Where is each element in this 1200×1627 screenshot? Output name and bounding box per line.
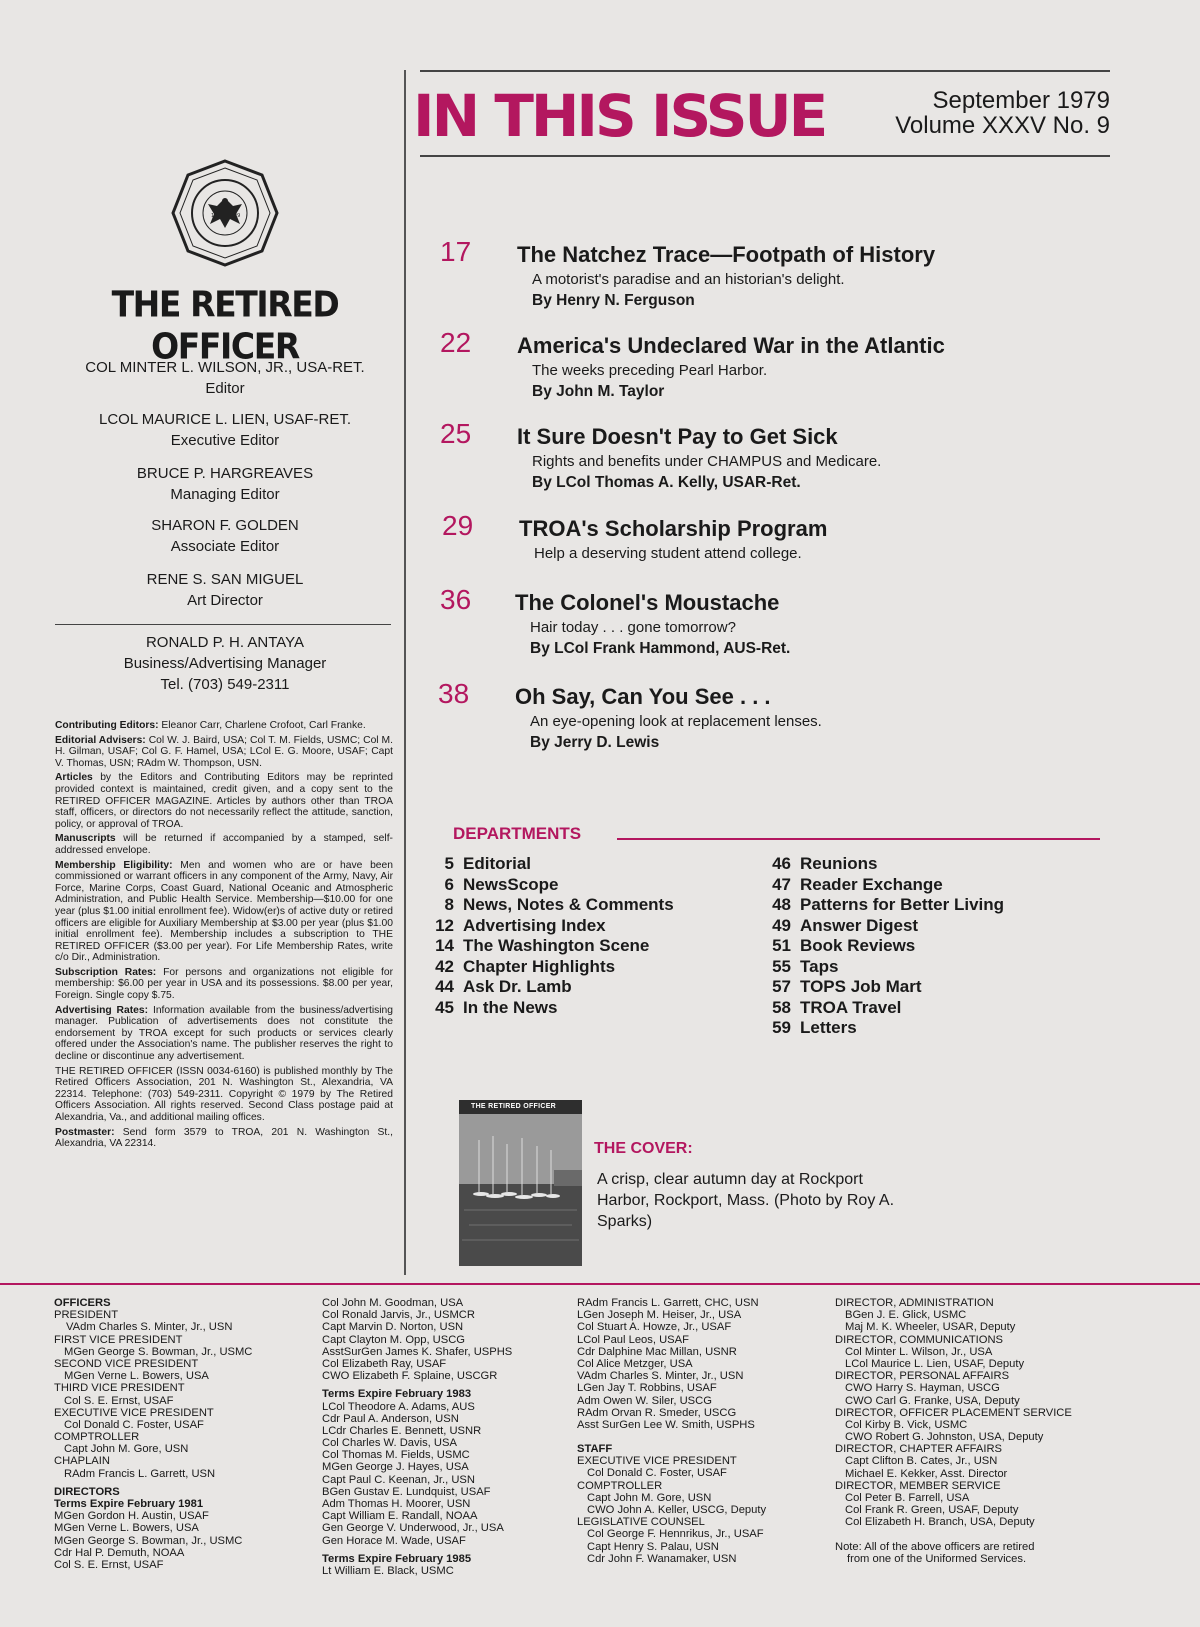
department-name: Reader Exchange [800, 874, 943, 894]
roster-line: CHAPLAIN [54, 1455, 110, 1468]
article-page-number: 38 [438, 678, 470, 709]
article-title[interactable]: America's Undeclared War in the Atlantic [517, 333, 945, 358]
article-title[interactable]: TROA's Scholarship Program [519, 516, 828, 541]
roster-line: Col Donald C. Foster, USAF [587, 1467, 727, 1480]
article-byline: By Henry N. Ferguson [532, 292, 695, 309]
article-byline: By John M. Taylor [532, 383, 665, 400]
roster-line: Col Elizabeth Ray, USAF [322, 1357, 447, 1370]
fine-print-paragraph [55, 1127, 393, 1150]
roster-line: FIRST VICE PRESIDENT [54, 1333, 183, 1346]
roster-line: AsstSurGen James K. Shafer, USPHS [322, 1345, 513, 1358]
header-bottom-rule [420, 155, 1110, 157]
fine-print-paragraph [55, 772, 393, 830]
fine-print-label: Articles [55, 772, 93, 784]
department-item[interactable] [757, 998, 1057, 1019]
department-name: TROA Travel [800, 997, 902, 1017]
roster-line: CWO Elizabeth F. Splaine, USCGR [322, 1370, 498, 1383]
department-page: 46 [772, 854, 791, 873]
roster-line: Note: All of the above officers are retired [835, 1540, 1035, 1553]
roster-line: DIRECTOR, CHAPTER AFFAIRS [835, 1443, 1003, 1456]
article-byline: By Jerry D. Lewis [530, 734, 660, 751]
roster-line: CWO Carl G. Franke, USA, Deputy [845, 1394, 1020, 1407]
fine-print-label: Contributing Editors: [55, 720, 159, 731]
fine-print-label: Subscription Rates: [55, 966, 157, 978]
roster-line: SECOND VICE PRESIDENT [54, 1357, 199, 1370]
roster-line: Capt Henry S. Palau, USN [587, 1540, 719, 1553]
svg-text:19: 19 [211, 213, 218, 219]
department-item[interactable] [757, 854, 1057, 875]
roster-line: Col George F. Hennrikus, Jr., USAF [587, 1528, 764, 1541]
header-top-rule [420, 70, 1110, 72]
fine-print-paragraph [55, 720, 393, 732]
roster-line: LCol Theodore A. Adams, AUS [322, 1400, 475, 1413]
article-subtitle: Hair today . . . gone tomorrow? [530, 619, 736, 636]
department-page: 51 [772, 936, 791, 955]
staff-name: RENE S. SAN MIGUEL [146, 571, 304, 588]
roster-line: LCdr Charles E. Bennett, USNR [322, 1424, 482, 1437]
department-name: Chapter Highlights [463, 956, 616, 976]
department-page: 42 [435, 956, 454, 976]
staff-name: BRUCE P. HARGREAVES [136, 465, 314, 482]
roster-column-staff [577, 1297, 766, 1565]
staff-role: Editor [205, 380, 245, 397]
fine-print-label: Manuscripts [55, 833, 116, 845]
roster-heading: Terms Expire February 1983 [322, 1388, 472, 1401]
roster-line: CWO John A. Keller, USCG, Deputy [587, 1504, 767, 1516]
roster-line: Capt Paul C. Keenan, Jr., USN [322, 1473, 475, 1486]
fine-print-label: Postmaster: [55, 1126, 115, 1138]
roster-line: VAdm Charles S. Minter, Jr., USN [66, 1321, 233, 1334]
fine-print-label: Advertising Rates: [55, 1004, 149, 1016]
roster-line: Maj M. K. Wheeler, USAR, Deputy [845, 1321, 1016, 1334]
department-item[interactable] [757, 916, 1057, 937]
roster-heading: OFFICERS [54, 1297, 111, 1309]
roster-line: MGen George J. Hayes, USA [322, 1461, 469, 1474]
roster-line: DIRECTOR, OFFICER PLACEMENT SERVICE [835, 1406, 1072, 1419]
department-item[interactable] [420, 895, 720, 916]
department-item[interactable] [757, 936, 1057, 957]
article-byline: By LCol Thomas A. Kelly, USAR-Ret. [532, 474, 801, 491]
department-name: In the News [463, 997, 558, 1017]
cover-photo [459, 1100, 582, 1266]
staff-role: Associate Editor [170, 538, 280, 555]
department-item[interactable] [757, 895, 1057, 916]
article-byline: By LCol Frank Hammond, AUS-Ret. [530, 640, 791, 657]
department-item[interactable] [420, 977, 720, 998]
masthead-title: THE RETIRED OFFICER [111, 282, 339, 368]
fine-print-label: Editorial Advisers: [55, 734, 146, 746]
cover-thumbnail[interactable] [459, 1100, 582, 1266]
roster-line: Col Donald C. Foster, USAF [64, 1418, 204, 1431]
department-item[interactable] [757, 1018, 1057, 1039]
department-item[interactable] [757, 875, 1057, 896]
article-subtitle: A motorist's paradise and an historian's delight. [532, 271, 845, 288]
roster-line: Lt William E. Black, USMC [322, 1564, 454, 1577]
fine-print-paragraph [55, 1005, 393, 1063]
roster-line: DIRECTOR, ADMINISTRATION [835, 1297, 994, 1309]
staff-role: Business/Advertising Manager [123, 655, 327, 672]
roster-line: CWO Harry S. Hayman, USCG [845, 1382, 1000, 1395]
departments-heading: DEPARTMENTS [453, 824, 582, 843]
article-subtitle: The weeks preceding Pearl Harbor. [532, 362, 768, 379]
article-page-number: 36 [440, 584, 472, 615]
department-name: News, Notes & Comments [463, 895, 674, 914]
department-name: Ask Dr. Lamb [463, 977, 572, 996]
article-page-number: 17 [440, 236, 472, 267]
department-name: Reunions [800, 854, 878, 873]
department-page: 6 [444, 874, 454, 894]
department-name: Editorial [463, 854, 532, 873]
department-name: NewsScope [463, 874, 559, 894]
roster-line: Michael E. Kekker, Asst. Director [845, 1467, 1008, 1480]
roster-line: MGen Gordon H. Austin, USAF [54, 1510, 209, 1523]
roster-line: Gen George V. Underwood, Jr., USA [322, 1522, 504, 1535]
department-page: 14 [435, 936, 454, 955]
department-page: 8 [444, 895, 454, 914]
roster-line: EXECUTIVE VICE PRESIDENT [577, 1455, 737, 1468]
department-page: 5 [444, 854, 454, 873]
roster-line: Asst SurGen Lee W. Smith, USPHS [577, 1418, 755, 1431]
department-name: Book Reviews [800, 936, 916, 955]
svg-text:29: 29 [234, 213, 241, 219]
fine-print-paragraph [55, 967, 393, 1002]
issue-date-block [820, 88, 1110, 138]
department-page: 44 [435, 977, 454, 996]
fine-print [55, 720, 393, 1153]
roster-line: THIRD VICE PRESIDENT [54, 1382, 185, 1395]
roster-line: MGen George S. Bowman, Jr., USMC [54, 1534, 243, 1547]
department-page: 57 [772, 977, 791, 996]
issue-date: September 1979 [932, 87, 1110, 114]
roster-line: Col Alice Metzger, USA [577, 1357, 693, 1370]
department-item[interactable] [420, 875, 720, 896]
roster-line: Adm Owen W. Siler, USCG [577, 1394, 712, 1407]
roster-line: Cdr John F. Wanamaker, USN [587, 1552, 737, 1565]
department-page: 58 [772, 997, 791, 1017]
department-name: Answer Digest [800, 915, 919, 935]
roster-line: Capt John M. Gore, USN [64, 1443, 189, 1456]
fine-print-paragraph [55, 735, 393, 770]
roster-line: Col Kirby B. Vick, USMC [845, 1418, 968, 1431]
article-title[interactable]: It Sure Doesn't Pay to Get Sick [517, 424, 838, 449]
issue-title: IN THIS ISSUE [413, 82, 826, 150]
department-name: TOPS Job Mart [800, 977, 922, 996]
roster-line: RAdm Orvan R. Smeder, USCG [577, 1406, 737, 1419]
roster-line: Capt Clifton B. Cates, Jr., USN [845, 1455, 998, 1468]
roster-line: Col Stuart A. Howze, Jr., USAF [577, 1321, 732, 1334]
department-name: Letters [800, 1018, 857, 1037]
fine-print-text: THE RETIRED OFFICER (ISSN 0034-6160) is published monthly by The Retired Officers Association, 201 N. Washington St., Alexandria, VA 22314. Telephone: (703) 549-2311. Copyright © 1979 by The Retired Officers Association. All rights reserved. Second Class postage paid at Alexandria, Va., and additional mailing offices. [55, 1065, 393, 1123]
staff-name: COL MINTER L. WILSON, JR., USA-RET. [85, 359, 365, 376]
roster-line: from one of the Uniformed Services. [847, 1552, 1027, 1565]
roster-heading: Terms Expire February 1981 [54, 1498, 204, 1510]
roster-line: Cdr Paul A. Anderson, USN [322, 1412, 459, 1425]
department-page: 47 [772, 874, 791, 894]
roster-line: DIRECTOR, PERSONAL AFFAIRS [835, 1370, 1010, 1383]
staff-editor [55, 357, 395, 399]
roster-line: LEGISLATIVE COUNSEL [577, 1516, 705, 1529]
roster-line: BGen J. E. Glick, USMC [845, 1309, 967, 1322]
roster-column-directors [322, 1297, 512, 1577]
roster-line: VAdm Charles S. Minter, Jr., USN [577, 1370, 744, 1383]
roster-line: RAdm Francis L. Garrett, CHC, USN [577, 1297, 759, 1309]
fine-print-paragraph [55, 833, 393, 856]
roster-top-rule [0, 1283, 1200, 1285]
cover-description: A crisp, clear autumn day at Rockport Harbor, Rockport, Mass. (Photo by Roy A. Sparks) [597, 1171, 895, 1230]
issue-volume: Volume XXXV No. 9 [895, 112, 1110, 139]
roster-line: Capt William E. Randall, NOAA [322, 1510, 478, 1523]
roster-line: COMPTROLLER [577, 1479, 663, 1492]
roster-line: DIRECTOR, COMMUNICATIONS [835, 1333, 1004, 1346]
roster-line: LGen Joseph M. Heiser, Jr., USA [577, 1309, 742, 1322]
roster-line: Col S. E. Ernst, USAF [54, 1558, 164, 1571]
fine-print-text: Col W. J. Baird, USA; Col T. M. Fields, USMC; Col M. H. Gilman, USAF; Col G. F. Hamel, USA; LCol E. G. Moore, USAF; Capt V. Thomas, USN; RAdm W. Thompson, USN. [55, 734, 393, 769]
article-title[interactable]: The Colonel's Moustache [515, 590, 780, 615]
departments-left-column [420, 854, 720, 1018]
roster-line: Capt Clayton M. Opp, USCG [322, 1333, 466, 1346]
fine-print-text: Eleanor Carr, Charlene Crofoot, Carl Franke. [158, 720, 366, 731]
roster-line: DIRECTOR, MEMBER SERVICE [835, 1479, 1001, 1492]
roster-line: LCol Paul Leos, USAF [577, 1333, 689, 1346]
department-name: Patterns for Better Living [800, 895, 1005, 914]
department-page: 55 [772, 956, 791, 976]
staff-name: SHARON F. GOLDEN [151, 517, 299, 534]
roster-line: MGen Verne L. Bowers, USA [54, 1522, 199, 1535]
roster-column-officers [54, 1297, 252, 1571]
department-item[interactable] [420, 854, 720, 875]
department-item[interactable] [420, 957, 720, 978]
fine-print-text: Send form 3579 to TROA, 201 N. Washington St., Alexandria, VA 22314. [55, 1126, 393, 1150]
department-page: 48 [772, 895, 791, 914]
staff-phone: Tel. (703) 549-2311 [160, 676, 290, 693]
article-subtitle: Help a deserving student attend college. [534, 545, 802, 562]
article-page-number: 22 [440, 327, 472, 358]
department-name: Taps [800, 956, 839, 976]
department-name: The Washington Scene [463, 936, 650, 955]
department-page: 12 [435, 915, 454, 935]
staff-role: Executive Editor [170, 432, 280, 449]
roster-line: COMPTROLLER [54, 1431, 140, 1444]
roster-line: Col John M. Goodman, USA [322, 1297, 464, 1309]
roster-line: Col Charles W. Davis, USA [322, 1437, 457, 1450]
roster-line: LCol Maurice L. Lien, USAF, Deputy [845, 1357, 1025, 1370]
cover-thumbnail-title: THE RETIRED OFFICER [471, 1103, 557, 1110]
roster-line: MGen Verne L. Bowers, USA [64, 1370, 209, 1383]
roster-line: Col Peter B. Farrell, USA [845, 1492, 970, 1504]
staff-associate-editor [55, 515, 395, 557]
fine-print-text: will be returned if accompanied by a stamped, self-addressed envelope. [55, 833, 393, 856]
staff-art-director [55, 569, 395, 611]
roster-heading: Terms Expire February 1985 [322, 1552, 472, 1565]
roster-line: PRESIDENT [54, 1309, 119, 1322]
department-item[interactable] [420, 936, 720, 957]
article-page-number: 25 [440, 418, 472, 449]
article-page-number: 29 [442, 510, 474, 541]
staff-managing-editor [55, 463, 395, 505]
roster-line: Capt John M. Gore, USN [587, 1491, 712, 1504]
roster-line: Cdr Hal P. Demuth, NOAA [54, 1546, 185, 1559]
article-title[interactable]: The Natchez Trace—Footpath of History [517, 242, 936, 267]
roster-heading: STAFF [577, 1443, 613, 1456]
article-subtitle: Rights and benefits under CHAMPUS and Medicare. [532, 453, 882, 470]
roster-line: Col Minter L. Wilson, Jr., USA [845, 1345, 993, 1358]
roster-line: BGen Gustav E. Lundquist, USAF [322, 1485, 491, 1498]
department-name: Advertising Index [463, 915, 606, 935]
article-title[interactable]: Oh Say, Can You See . . . [515, 684, 771, 709]
fine-print-text: For persons and organizations not eligible for membership: $6.00 per year in USA and its possessions. $8.00 per year, Foreign. Single copy $.75. [55, 966, 394, 1002]
roster-line: Col Frank R. Green, USAF, Deputy [845, 1504, 1019, 1517]
roster-line: Col Ronald Jarvis, Jr., USMCR [322, 1309, 475, 1322]
department-page: 59 [772, 1018, 791, 1037]
staff-executive-editor [55, 409, 395, 451]
department-item[interactable] [420, 998, 720, 1019]
roster-line: MGen George S. Bowman, Jr., USMC [64, 1345, 253, 1358]
fine-print-label: Membership Eligibility: [55, 859, 173, 871]
staff-name: LCOL MAURICE L. LIEN, USAF-RET. [99, 411, 351, 428]
roster-line: RAdm Francis L. Garrett, USN [64, 1467, 216, 1480]
fine-print-text: by the Editors and Contributing Editors may be reprinted provided context is maintained, credit given, and a copy sent to the RETIRED OFFICER MAGAZINE. Articles by authors other than TROA staff, officers, or directors do not necessarily reflect the attitude, sanction, policy, or approval of TROA. [55, 772, 393, 830]
department-item[interactable] [757, 977, 1057, 998]
masthead-divider [55, 624, 391, 625]
roster-heading: DIRECTORS [54, 1485, 120, 1498]
departments-right-column [757, 854, 1057, 1039]
staff-role: Managing Editor [170, 486, 280, 503]
association-seal-logo [170, 158, 280, 268]
cover-heading: THE COVER: [594, 1140, 693, 1157]
roster-line: Col Thomas M. Fields, USMC [322, 1449, 470, 1462]
department-page: 45 [435, 997, 454, 1017]
roster-line: LGen Jay T. Robbins, USAF [577, 1382, 717, 1395]
roster-line: Col S. E. Ernst, USAF [64, 1394, 174, 1407]
staff-role: Art Director [187, 592, 263, 609]
article-subtitle: An eye-opening look at replacement lenses. [530, 713, 822, 730]
department-item[interactable] [420, 916, 720, 937]
fine-print-text: Men and women who are or have been commissioned or warrant officers in any component of the Army, Navy, Air Force, Marine Corps, Coast Guard, National Oceanic and Atmospheric Administration, and Public Health Service. Membership—$10.00 for one year (plus $1.00 initial enrollment fee). Widow(er)s of active duty or retired officers are eligible for Auxiliary Membership at $3.00 per year (plus $1.00 initial enrollment fee). Membership includes a subscription to THE RETIRED OFFICER ($3.00 per year). For Life Membership Rates, write c/o Dir., Administration. [55, 859, 393, 964]
staff-business-manager [55, 632, 395, 695]
fine-print-text: Information available from the business/advertising manager. Publication of advertisements does not constitute the endorsement by TROA except for such products or services clearly offered under the Association's name. The publisher reserves the right to decline or discontinue any advertisement. [55, 1004, 393, 1063]
roster-line: Col Elizabeth H. Branch, USA, Deputy [845, 1516, 1035, 1529]
roster-line: Capt Marvin D. Norton, USN [322, 1321, 464, 1334]
roster-line: EXECUTIVE VICE PRESIDENT [54, 1406, 214, 1419]
department-page: 49 [772, 915, 791, 935]
fine-print-paragraph [55, 1066, 393, 1124]
department-item[interactable] [757, 957, 1057, 978]
roster-line: CWO Robert G. Johnston, USA, Deputy [845, 1431, 1044, 1444]
roster-line: Gen Horace M. Wade, USAF [322, 1534, 466, 1547]
staff-name: RONALD P. H. ANTAYA [145, 634, 305, 651]
roster-line: Cdr Dalphine Mac Millan, USNR [577, 1345, 737, 1358]
fine-print-paragraph [55, 860, 393, 964]
roster-line: Adm Thomas H. Moorer, USN [322, 1498, 471, 1510]
roster-column-directors-staff [835, 1297, 1072, 1565]
column-divider [404, 70, 406, 1275]
departments-rule [617, 838, 1100, 840]
